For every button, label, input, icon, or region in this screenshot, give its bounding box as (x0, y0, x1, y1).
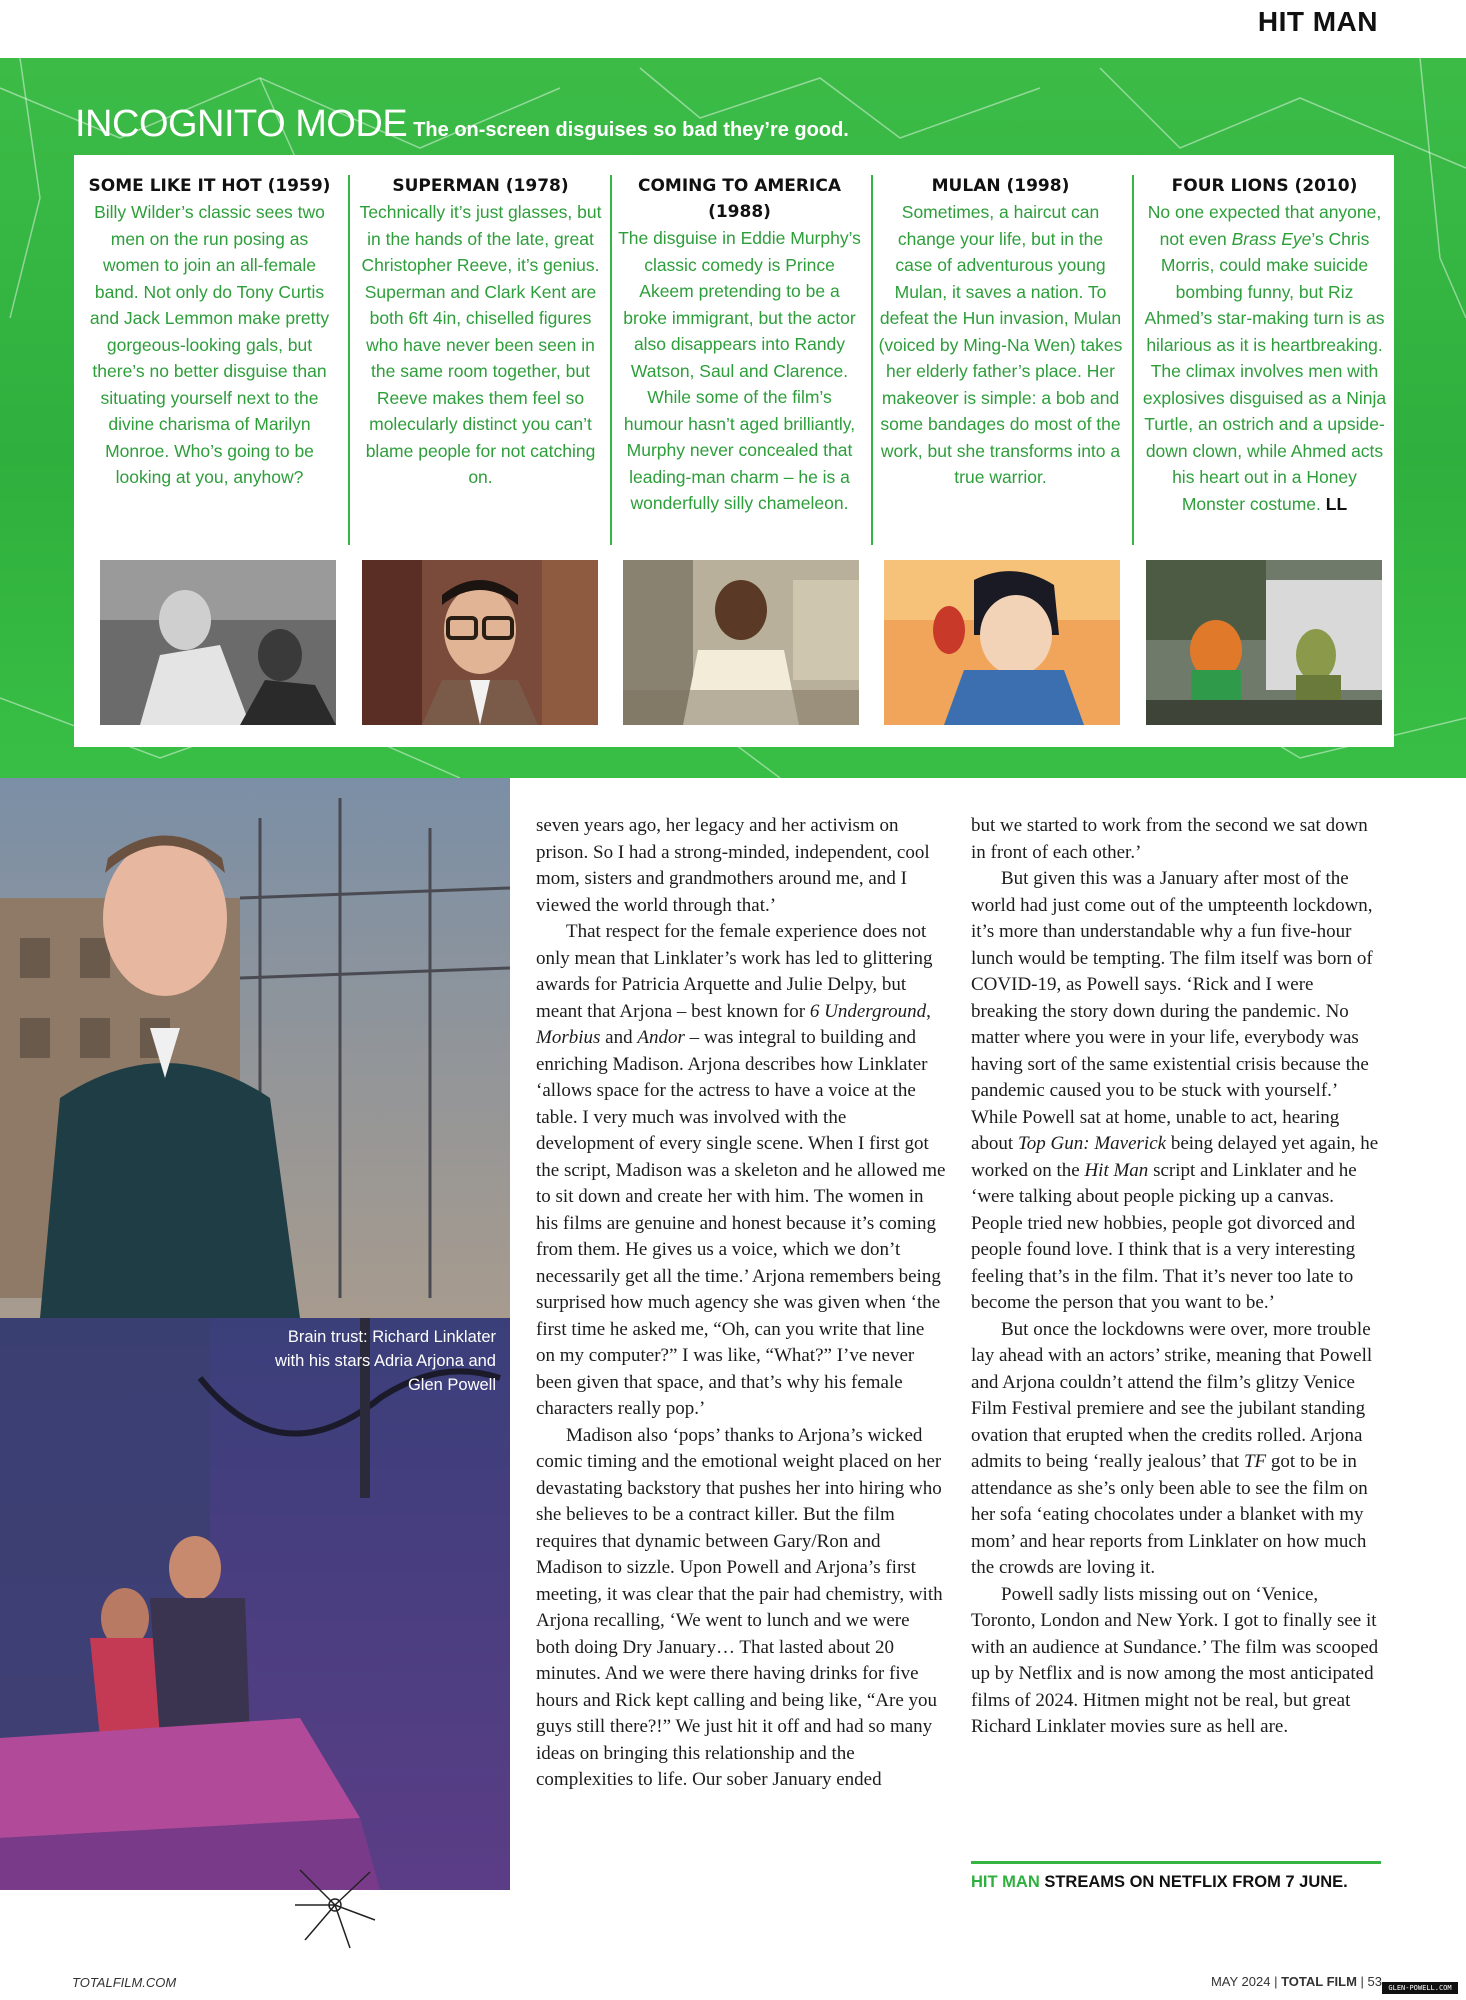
film-title: FOUR LIONS (2010) (1171, 176, 1358, 196)
paragraph: But once the lockdowns were over, more trouble lay ahead with an actors’ strike, meaning that Powell and Arjona couldn’t attend the film’s glitzy Venice Film Festival premiere and see the jubilant standing ovation that erupted when the credits rolled. Arjona admits to being ‘really jealous’ that TF got to be in attendance as she’s only been able to see the film on her sofa ‘eating chocolates under a blanket with my mom’ and hear reports from Linklater on how much the crowds are loving it. (971, 1318, 1373, 1578)
film-title: SUPERMAN (1978) (392, 176, 569, 196)
film-blurb: No one expected that anyone, not even Brass Eye’s Chris Morris, could make suicide bombing funny, but Riz Ahmed’s star-making turn is as hilarious as it is heartbreaking. The climax involves men with explosives disguised as a Ninja Turtle, an ostrich and a upside-down clown, while Ahmed acts his heart out in a Honey Monster costume. LL (1142, 202, 1387, 514)
footer-website: TOTALFILM.COM (72, 1975, 177, 1990)
film-blurb: Technically it’s just glasses, but in the hands of the late, great Christopher Reeve, it’s genius. Superman and Clark Kent are both 6ft 4in, chiselled figures who have never been seen in the same room together, but Reeve makes them feel so molecularly distinct you can’t blame people for not catching on. (359, 202, 602, 487)
sidebar-heading (75, 103, 849, 146)
column-divider (871, 175, 873, 545)
paragraph: But given this was a January after most of the world had just come out of the umpteenth lockdown, it’s more than understandable why a fun five-hour lunch would be tempting. The film itself was born of COVID-19, as Powell says. ‘Rick and I were breaking the story down during the pandemic. No matter where you were in your life, everybody was having sort of the same existential crisis because the pandemic caused you to be stuck with yourself.’ While Powell sat at home, unable to act, hearing about Top Gun: Maverick being delayed yet again, he worked on the Hit Man script and Linklater and he ‘were talking about people picking up a canvas. People tried new hobbies, people got divorced and people found love. I think that is a very interesting feeling that’s in the film. That it’s never too late to become the person that you want to be.’ (971, 868, 1379, 1313)
paragraph: but we started to work from the second we sat down in front of each other.’ (971, 815, 1368, 863)
paragraph: seven years ago, her legacy and her activism on prison. So I had a strong-minded, independent, cool mom, sisters and grandmothers around me, and I viewed the world through that.’ (536, 815, 930, 916)
sidebar-column-3 (617, 173, 862, 517)
still-superman (362, 560, 598, 725)
watermark: GLEN-POWELL.COM (1382, 1982, 1458, 1994)
film-blurb: The disguise in Eddie Murphy’s classic comedy is Prince Akeem pretending to be a broke immigrant, but the actor also disappears into Randy Watson, Saul and Clarence. While some of the film’s humour hasn’t aged brilliantly, Murphy never concealed that leading-man charm – he is a wonderfully silly chameleon. (618, 228, 861, 513)
sidebar-subtitle: The on-screen disguises so bad they’re good. (413, 119, 849, 141)
film-title: SOME LIKE IT HOT (1959) (88, 176, 331, 196)
sidebar-column-1 (87, 173, 332, 491)
still-four-lions (1146, 560, 1382, 725)
endnote-rule (971, 1861, 1381, 1864)
article-column-1 (536, 813, 948, 1794)
still-some-like-it-hot (100, 560, 336, 725)
paragraph: Madison also ‘pops’ thanks to Arjona’s wicked comic timing and the emotional weight placed on her devastating backstory that pushes her into hiring who she believes to be a contract killer. But the film requires that dynamic between Gary/Ron and Madison to sizzle. Upon Powell and Arjona’s first meeting, it was clear that the pair had chemistry, with Arjona recalling, ‘We went to lunch and we were both doing Dry January… That lasted about 20 minutes. And we were there having drinks for five hours and Rick kept calling and being like, “Are you guys still there?!” We just hit it off and had so many ideas on bringing this relationship and the complexities to life. Our sober January ended (536, 1424, 943, 1790)
author-tag: LL (1325, 493, 1348, 514)
photo-caption: Brain trust: Richard Linklater with his stars Adria Arjona and Glen Powell (274, 1328, 496, 1394)
bullet-crack-graphic (290, 1860, 380, 1950)
sidebar-column-4 (878, 173, 1123, 491)
film-title: MULAN (1998) (931, 176, 1070, 196)
article-column-2 (971, 813, 1381, 1741)
sidebar-column-5 (1142, 173, 1387, 517)
film-blurb: Billy Wilder’s classic sees two men on the run posing as women to join an all-female band. Not only do Tony Curtis and Jack Lemmon make pretty gorgeous-looking gals, but there’s no better disguise than situating yourself next to the divine charisma of Marilyn Monroe. Who’s going to be looking at you, anyhow? (89, 202, 330, 487)
section-tag: HIT MAN (1257, 6, 1378, 37)
sidebar-title: INCOGNITO MODE (75, 103, 408, 145)
paragraph: Powell sadly lists missing out on ‘Venice, Toronto, London and New York. I got to finally see it with an audience at Sundance.’ The film was scooped up by Netflix and is now among the most anticipated films of 2024. Hitmen might not be real, but great Richard Linklater movies sure as hell are. (971, 1583, 1379, 1737)
film-blurb: Sometimes, a haircut can change your life, but in the case of adventurous young Mulan, it saves a nation. To defeat the Hun invasion, Mulan (voiced by Ming-Na Wen) takes her elderly father’s place. Her makeover is simple: a bob and some bandages do most of the work, but she transforms into a true warrior. (878, 202, 1123, 487)
sidebar-column-2 (358, 173, 603, 491)
still-mulan (884, 560, 1120, 725)
column-divider (348, 175, 350, 545)
film-title: COMING TO AMERICA (1988) (638, 176, 841, 222)
column-divider (610, 175, 612, 545)
paragraph: That respect for the female experience does not only mean that Linklater’s work has led to glittering awards for Patricia Arquette and Julie Delpy, but meant that Arjona – best known for 6 Underground, Morbius and Andor – was integral to building and enriching Madison. Arjona describes how Linklater ‘allows space for the actress to have a voice at the table. I very much was involved with the development of every single scene. When I first got the script, Madison was a skeleton and he allowed me to sit down and create her with him. The women in his films are genuine and honest because it’s coming from them. He gives us a voice, which we don’t necessarily get all the time.’ Arjona remembers being surprised how much agency she was given when ‘the first time he asked me, “Oh, can you write that line on my computer?” I was like, “What?” I’ve never been given that space, and that’s why his female characters really pop.’ (536, 921, 946, 1419)
footer-folio: MAY 2024 | TOTAL FILM | 53 (1210, 1974, 1382, 1989)
streaming-endnote: HIT MAN STREAMS ON NETFLIX FROM 7 JUNE. (971, 1873, 1348, 1891)
still-coming-to-america (623, 560, 859, 725)
column-divider (1132, 175, 1134, 545)
